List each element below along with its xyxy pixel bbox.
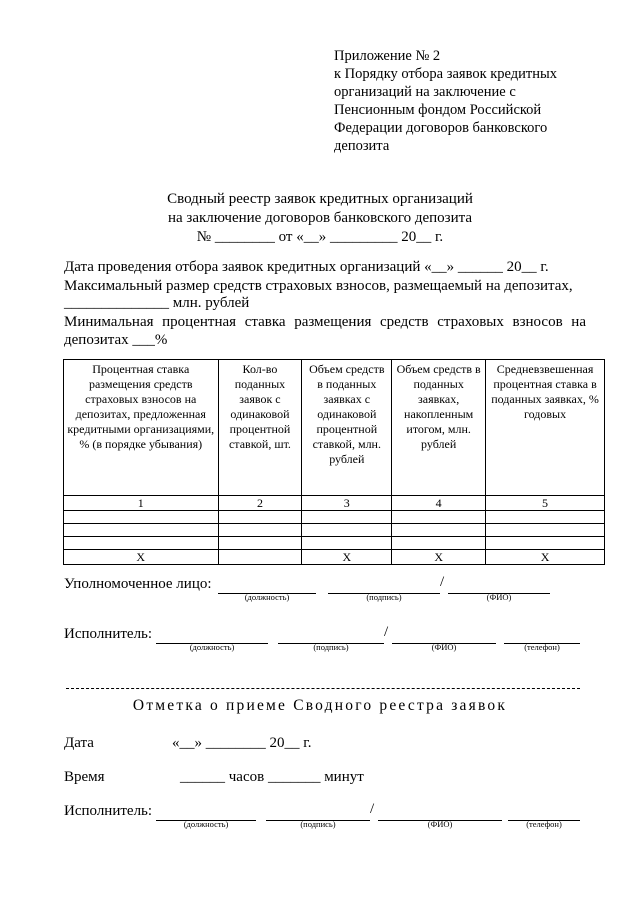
table-cell	[302, 537, 392, 550]
caption-fio: (ФИО)	[486, 592, 512, 602]
table-cell	[64, 537, 219, 550]
table-cell	[64, 524, 219, 537]
registry-table	[63, 359, 605, 565]
table-cell	[302, 524, 392, 537]
slash: /	[384, 624, 389, 640]
appendix-line: Приложение № 2	[334, 48, 441, 64]
column-number: 1	[64, 496, 219, 511]
appendix-line: Пенсионным фондом Российской	[334, 102, 542, 118]
table-cell	[392, 524, 486, 537]
appendix-line: организаций на заключение с	[334, 84, 516, 100]
column-number: 2	[218, 496, 302, 511]
table-cell	[218, 537, 302, 550]
caption-fio: (ФИО)	[431, 642, 457, 652]
title-number-date: № ________ от «__» _________ 20__ г.	[196, 229, 444, 245]
receipt-title: Отметка о приеме Сводного реестра заявок	[132, 697, 508, 714]
table-row	[64, 524, 605, 537]
column-number: 5	[486, 496, 605, 511]
appendix-line: Федерации договоров банковского	[334, 120, 548, 136]
table-row	[64, 511, 605, 524]
caption-position: (должность)	[183, 819, 229, 829]
header-count: Кол-во поданных заявок с одинаковой процентной ставкой, шт.	[218, 360, 302, 496]
header-rate: Процентная ставка размещения средств страховых взносов на депозитах, предложенная кредитными организациями, % (в порядке убывания)	[64, 360, 219, 496]
receipt-time-value: ______ часов _______ минут	[180, 769, 364, 785]
table-cell: X	[392, 550, 486, 565]
table-cell: X	[486, 550, 605, 565]
receipt-executor-label: Исполнитель:	[64, 803, 153, 819]
table-cell	[486, 511, 605, 524]
max-size-amount: ______________ млн. рублей	[64, 295, 250, 311]
caption-signature: (подпись)	[366, 592, 402, 602]
table-cell	[218, 524, 302, 537]
table-total-row	[64, 550, 605, 565]
table-cell: X	[64, 550, 219, 565]
header-volume: Объем средств в поданных заявках с одинаковой процентной ставкой, млн. рублей	[302, 360, 392, 496]
caption-signature: (подпись)	[313, 642, 349, 652]
column-number: 3	[302, 496, 392, 511]
table-cell	[218, 550, 302, 565]
table-cell	[486, 524, 605, 537]
table-cell	[64, 511, 219, 524]
title-line-2: на заключение договоров банковского депозита	[167, 210, 473, 226]
receipt-date-label: Дата	[64, 735, 94, 751]
authorized-label: Уполномоченное лицо:	[64, 576, 212, 592]
caption-phone: (телефон)	[524, 642, 560, 652]
selection-date-field: Дата проведения отбора заявок кредитных организаций «__» ______ 20__ г.	[64, 259, 549, 275]
appendix-line: депозита	[334, 138, 390, 154]
table-cell	[392, 537, 486, 550]
document-title	[60, 190, 580, 247]
min-rate-value: депозитах ___%	[64, 332, 168, 348]
appendix-line: к Порядку отбора заявок кредитных	[334, 66, 558, 82]
column-number: 4	[392, 496, 486, 511]
caption-position: (должность)	[244, 592, 290, 602]
table-row	[64, 537, 605, 550]
min-rate-field: Минимальная процентная ставка размещения средств страховых взносов на	[64, 314, 586, 330]
receipt-time-label: Время	[64, 769, 105, 785]
table-cell	[486, 537, 605, 550]
executor-label: Исполнитель:	[64, 626, 153, 642]
table-header-row	[64, 360, 605, 496]
max-size-field: Максимальный размер средств страховых взносов, размещаемый на депозитах,	[64, 278, 573, 294]
slash: /	[440, 574, 445, 590]
header-weighted-rate: Средневзвешенная процентная ставка в поданных заявках, % годовых	[486, 360, 605, 496]
cut-line-divider	[66, 688, 580, 689]
table-cell	[392, 511, 486, 524]
slash: /	[370, 801, 375, 817]
header-cumulative-volume: Объем средств в поданных заявках, накопленным итогом, млн. рублей	[392, 360, 486, 496]
caption-signature: (подпись)	[300, 819, 336, 829]
caption-position: (должность)	[189, 642, 235, 652]
appendix-header	[334, 47, 624, 155]
table-cell: X	[302, 550, 392, 565]
title-line-1: Сводный реестр заявок кредитных организаций	[167, 191, 473, 207]
table-number-row	[64, 496, 605, 511]
table-cell	[218, 511, 302, 524]
table-cell	[302, 511, 392, 524]
caption-fio: (ФИО)	[427, 819, 453, 829]
caption-phone: (телефон)	[526, 819, 562, 829]
receipt-date-value: «__» ________ 20__ г.	[172, 735, 312, 751]
